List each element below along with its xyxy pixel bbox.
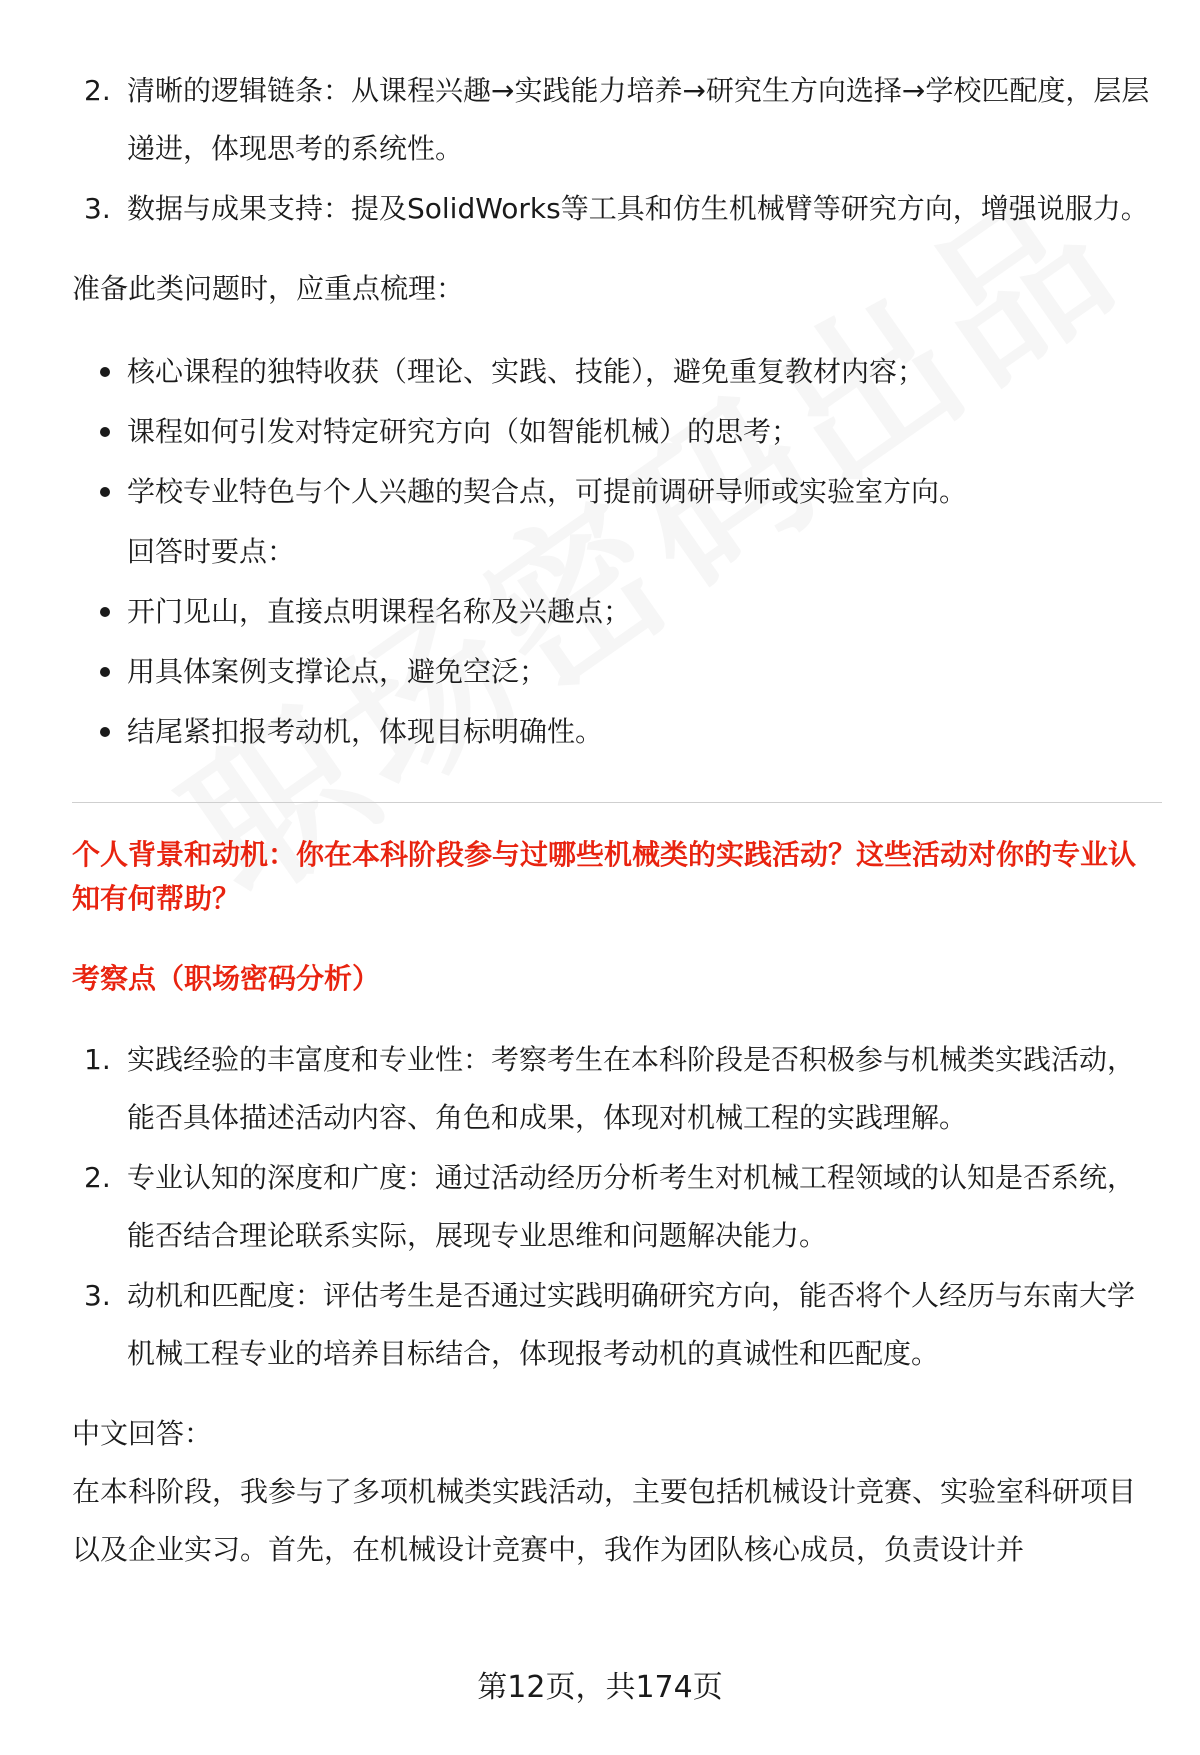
list-number: 2. <box>84 74 111 107</box>
exam-points-heading: 考察点（职场密码分析） <box>72 962 381 995</box>
top-list-item-3 <box>72 180 1162 238</box>
prep-bullet-list <box>72 342 1162 762</box>
bullet-text: 结尾紧扣报考动机，体现目标明确性。 <box>127 715 604 748</box>
prep-intro: 准备此类问题时，应重点梳理： <box>72 272 465 305</box>
list-item <box>72 462 1162 522</box>
exam-point-item <box>72 1267 1162 1383</box>
bullet-icon <box>100 427 110 437</box>
list-number: 3. <box>84 1279 111 1312</box>
list-number: 2. <box>84 1161 111 1194</box>
list-item <box>72 402 1162 462</box>
bullet-icon <box>100 367 110 377</box>
bullet-text: 核心课程的独特收获（理论、实践、技能），避免重复教材内容； <box>127 355 926 388</box>
exam-point-item <box>72 1149 1162 1265</box>
list-number: 1. <box>84 1043 111 1076</box>
exam-point-item <box>72 1031 1162 1147</box>
bullet-text: 课程如何引发对特定研究方向（如智能机械）的思考； <box>127 415 800 448</box>
question-heading: 个人背景和动机：你在本科阶段参与过哪些机械类的实践活动？这些活动对你的专业认知有何帮助？ <box>72 838 1137 915</box>
bullet-icon <box>100 607 110 617</box>
answer-points-label: 回答时要点： <box>127 535 296 568</box>
bullet-icon <box>100 667 110 677</box>
list-text: 动机和匹配度：评估考生是否通过实践明确研究方向，能否将个人经历与东南大学机械工程专业的培养目标结合，体现报考动机的真诚性和匹配度。 <box>127 1279 1136 1370</box>
top-list-item-2 <box>72 62 1162 178</box>
bullet-text: 学校专业特色与个人兴趣的契合点，可提前调研导师或实验室方向。 <box>127 475 968 508</box>
list-item <box>72 642 1162 702</box>
bullet-text: 用具体案例支撑论点，避免空泛； <box>127 655 548 688</box>
chinese-answer-label: 中文回答： <box>72 1417 213 1450</box>
list-number: 3. <box>84 192 111 225</box>
list-text: 数据与成果支持：提及SolidWorks等工具和仿生机械臂等研究方向，增强说服力。 <box>127 192 1149 225</box>
list-text: 专业认知的深度和广度：通过活动经历分析考生对机械工程领域的认知是否系统，能否结合理论联系实际，展现专业思维和问题解决能力。 <box>127 1161 1136 1252</box>
page-footer: 第12页，共174页 <box>477 1670 723 1705</box>
list-item <box>72 582 1162 642</box>
bullet-text: 开门见山，直接点明课程名称及兴趣点； <box>127 595 632 628</box>
bullet-icon <box>100 487 110 497</box>
list-item <box>72 702 1162 762</box>
list-text: 实践经验的丰富度和专业性：考察考生在本科阶段是否积极参与机械类实践活动，能否具体描述活动内容、角色和成果，体现对机械工程的实践理解。 <box>127 1043 1136 1134</box>
list-text: 清晰的逻辑链条：从课程兴趣→实践能力培养→研究生方向选择→学校匹配度，层层递进，体现思考的系统性。 <box>127 74 1150 165</box>
section-divider <box>72 802 1162 803</box>
bullet-icon <box>100 727 110 737</box>
chinese-answer-text: 在本科阶段，我参与了多项机械类实践活动，主要包括机械设计竞赛、实验室科研项目以及企业实习。首先，在机械设计竞赛中，我作为团队核心成员，负责设计并 <box>72 1475 1137 1566</box>
list-item <box>72 342 1162 402</box>
document-content <box>72 62 1162 1579</box>
exam-points-list <box>72 1031 1162 1383</box>
